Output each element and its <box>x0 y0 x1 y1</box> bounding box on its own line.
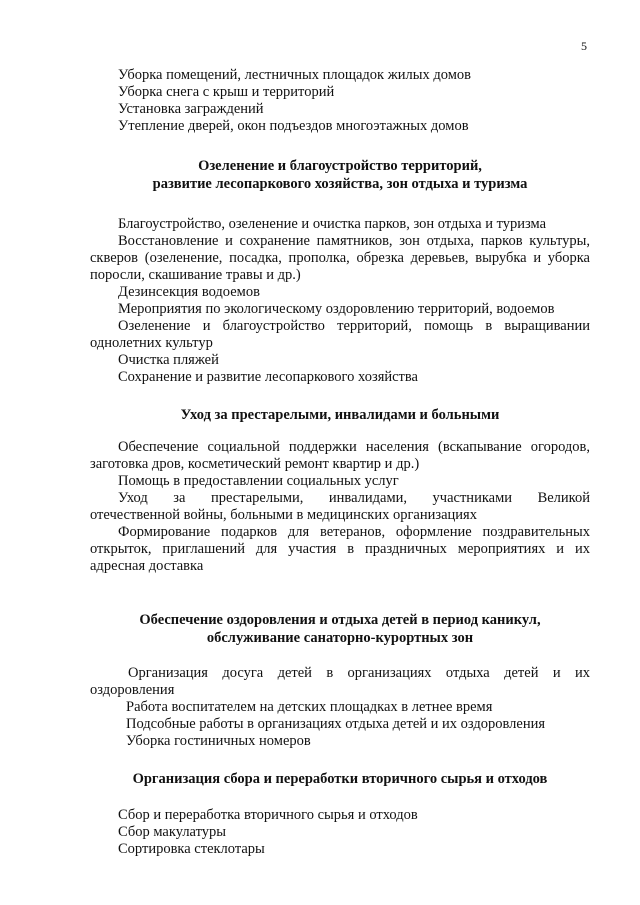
list-item: Подсобные работы в организациях отдыха детей и их оздоровления <box>126 716 546 732</box>
document-body <box>90 67 590 858</box>
list-item: Формирование подарков для ветеранов, оформление поздравительных открыток, приглашений для участия в праздничных мероприятиях и их адресная доставка <box>90 524 590 574</box>
list-item: Уход за престарелыми, инвалидами, участниками Великой <box>118 490 590 506</box>
section-heading: Организация сбора и переработки вторичного сырья и отходов <box>132 771 548 787</box>
list-item: Дезинсекция водоемов <box>118 284 260 300</box>
list-item: Очистка пляжей <box>118 352 219 368</box>
list-item: Уборка гостиничных номеров <box>126 733 311 749</box>
section-heading-line2: обслуживание санаторно-курортных зон <box>206 630 474 646</box>
page-number: 5 <box>581 39 587 53</box>
list-item: Установка заграждений <box>118 101 264 117</box>
list-item: Уборка помещений, лестничных площадок жилых домов <box>118 67 471 83</box>
section-heading: Озеленение и благоустройство территорий, <box>198 158 482 174</box>
list-item: Обеспечение социальной поддержки населения (вскапывание огородов, заготовка дров, косметический ремонт квартир и др.) <box>90 439 590 472</box>
section-heading: Уход за престарелыми, инвалидами и больными <box>180 407 500 423</box>
list-item: Сбор и переработка вторичного сырья и отходов <box>118 807 418 823</box>
list-item: Работа воспитателем на детских площадках в летнее время <box>126 699 493 715</box>
list-item: Помощь в предоставлении социальных услуг <box>118 473 399 489</box>
list-item-continuation: отечественной войны, больными в медицинских организациях <box>90 507 477 523</box>
list-item: Озеленение и благоустройство территорий, помощь в выращивании однолетних культур <box>90 318 590 351</box>
list-item: Восстановление и сохранение памятников, зон отдыха, парков культуры, скверов (озеленение, посадка, прополка, обрезка деревьев, вырубка и уборка поросли, скашивание травы и др.) <box>90 233 590 283</box>
section-heading-line2: развитие лесопаркового хозяйства, зон отдыха и туризма <box>152 176 528 192</box>
section-heading: Обеспечение оздоровления и отдыха детей в период каникул, <box>139 612 541 628</box>
list-item: Сортировка стеклотары <box>118 841 265 857</box>
list-item: Мероприятия по экологическому оздоровлению территорий, водоемов <box>118 301 555 317</box>
list-item: Сохранение и развитие лесопаркового хозяйства <box>118 369 418 385</box>
list-item: Утепление дверей, окон подъездов многоэтажных домов <box>118 118 469 134</box>
list-item: Сбор макулатуры <box>118 824 226 840</box>
list-item: Уборка снега с крыш и территорий <box>118 84 335 100</box>
list-item: Организация досуга детей в организациях отдыха детей и их оздоровления <box>90 665 590 698</box>
list-item: Благоустройство, озеленение и очистка парков, зон отдыха и туризма <box>118 216 547 232</box>
